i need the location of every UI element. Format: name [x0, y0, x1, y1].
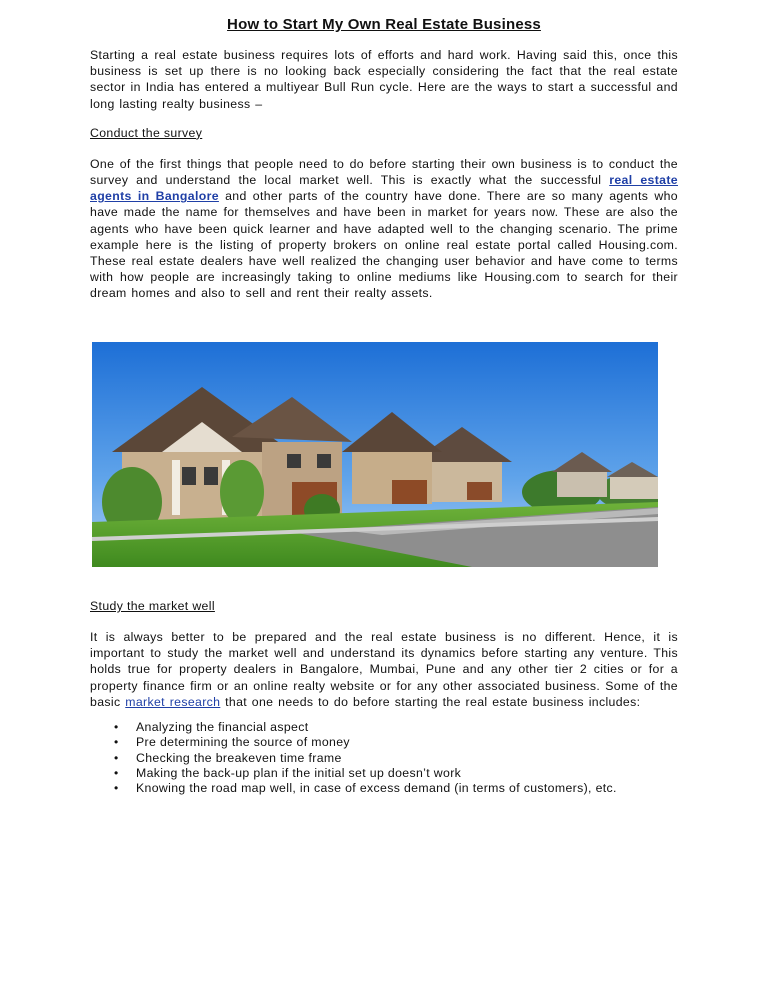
market-text-end: that one needs to do before starting the real estate business includes: [225, 694, 641, 709]
list-item-text: Knowing the road map well, in case of excess demand (in terms of customers), etc. [136, 781, 617, 796]
list-item-text: Making the back-up plan if the initial set up doesn’t work [136, 765, 462, 780]
survey-text-start: One of the first things that people need to do before starting their own business is to conduct the survey and understand the local market well. This is exactly what the successful [90, 156, 678, 188]
bullet-icon: • [114, 781, 119, 796]
bullet-icon: • [114, 735, 119, 750]
survey-text-end: and other parts of the country have done. There are so many agents who have made the name for themselves and have been in market for years now. These are also the agents who have been quick learner and have adapted well to the changing scenario. The prime example here is the listing of property brokers on online real estate portal called Housing.com. These real estate dealers have well realized the changing user behavior and have come to terms with how people are increasingly taking to online mediums like Housing.com to search for their dream homes and also to sell and rent their realty assets. [90, 189, 678, 301]
list-item [90, 720, 678, 735]
market-research-link[interactable]: market research [125, 694, 221, 709]
houses-photo [92, 342, 658, 567]
section-heading-market: Study the market well [90, 599, 215, 613]
market-section [90, 598, 678, 797]
document-page [90, 16, 678, 302]
list-item [90, 735, 678, 750]
list-item [90, 766, 678, 781]
list-item-text: Analyzing the financial aspect [136, 720, 309, 735]
bullet-icon: • [114, 720, 119, 735]
page-title: How to Start My Own Real Estate Business [227, 16, 541, 33]
market-paragraph [90, 629, 678, 710]
list-item-text: Checking the breakeven time frame [136, 750, 342, 765]
survey-paragraph [90, 156, 678, 302]
bullet-icon: • [114, 765, 119, 780]
section-heading-survey: Conduct the survey [90, 125, 203, 140]
market-text-start: It is always better to be prepared and the real estate business is no different. Hence, it is important to study the market well and understand its dynamics before starting any venture. This holds true for property dealers in Bangalore, Mumbai, Pune and any other tier 2 cities or for a property finance firm or an online realty website or for any other associated business. Some of the basic [90, 630, 678, 709]
real-estate-agents-link[interactable]: real estate agents in Bangalore [90, 173, 678, 204]
intro-paragraph: Starting a real estate business requires lots of efforts and hard work. Having said this, once this business is set up there is no looking back especially considering the fact that the real estate sector in India has entered a multiyear Bull Run cycle. Here are the ways to start a successful and long lasting realty business – [90, 48, 678, 111]
research-list [90, 720, 678, 796]
bullet-icon: • [114, 750, 119, 765]
list-item [90, 781, 678, 796]
list-item [90, 751, 678, 766]
list-item-text: Pre determining the source of money [136, 735, 350, 750]
